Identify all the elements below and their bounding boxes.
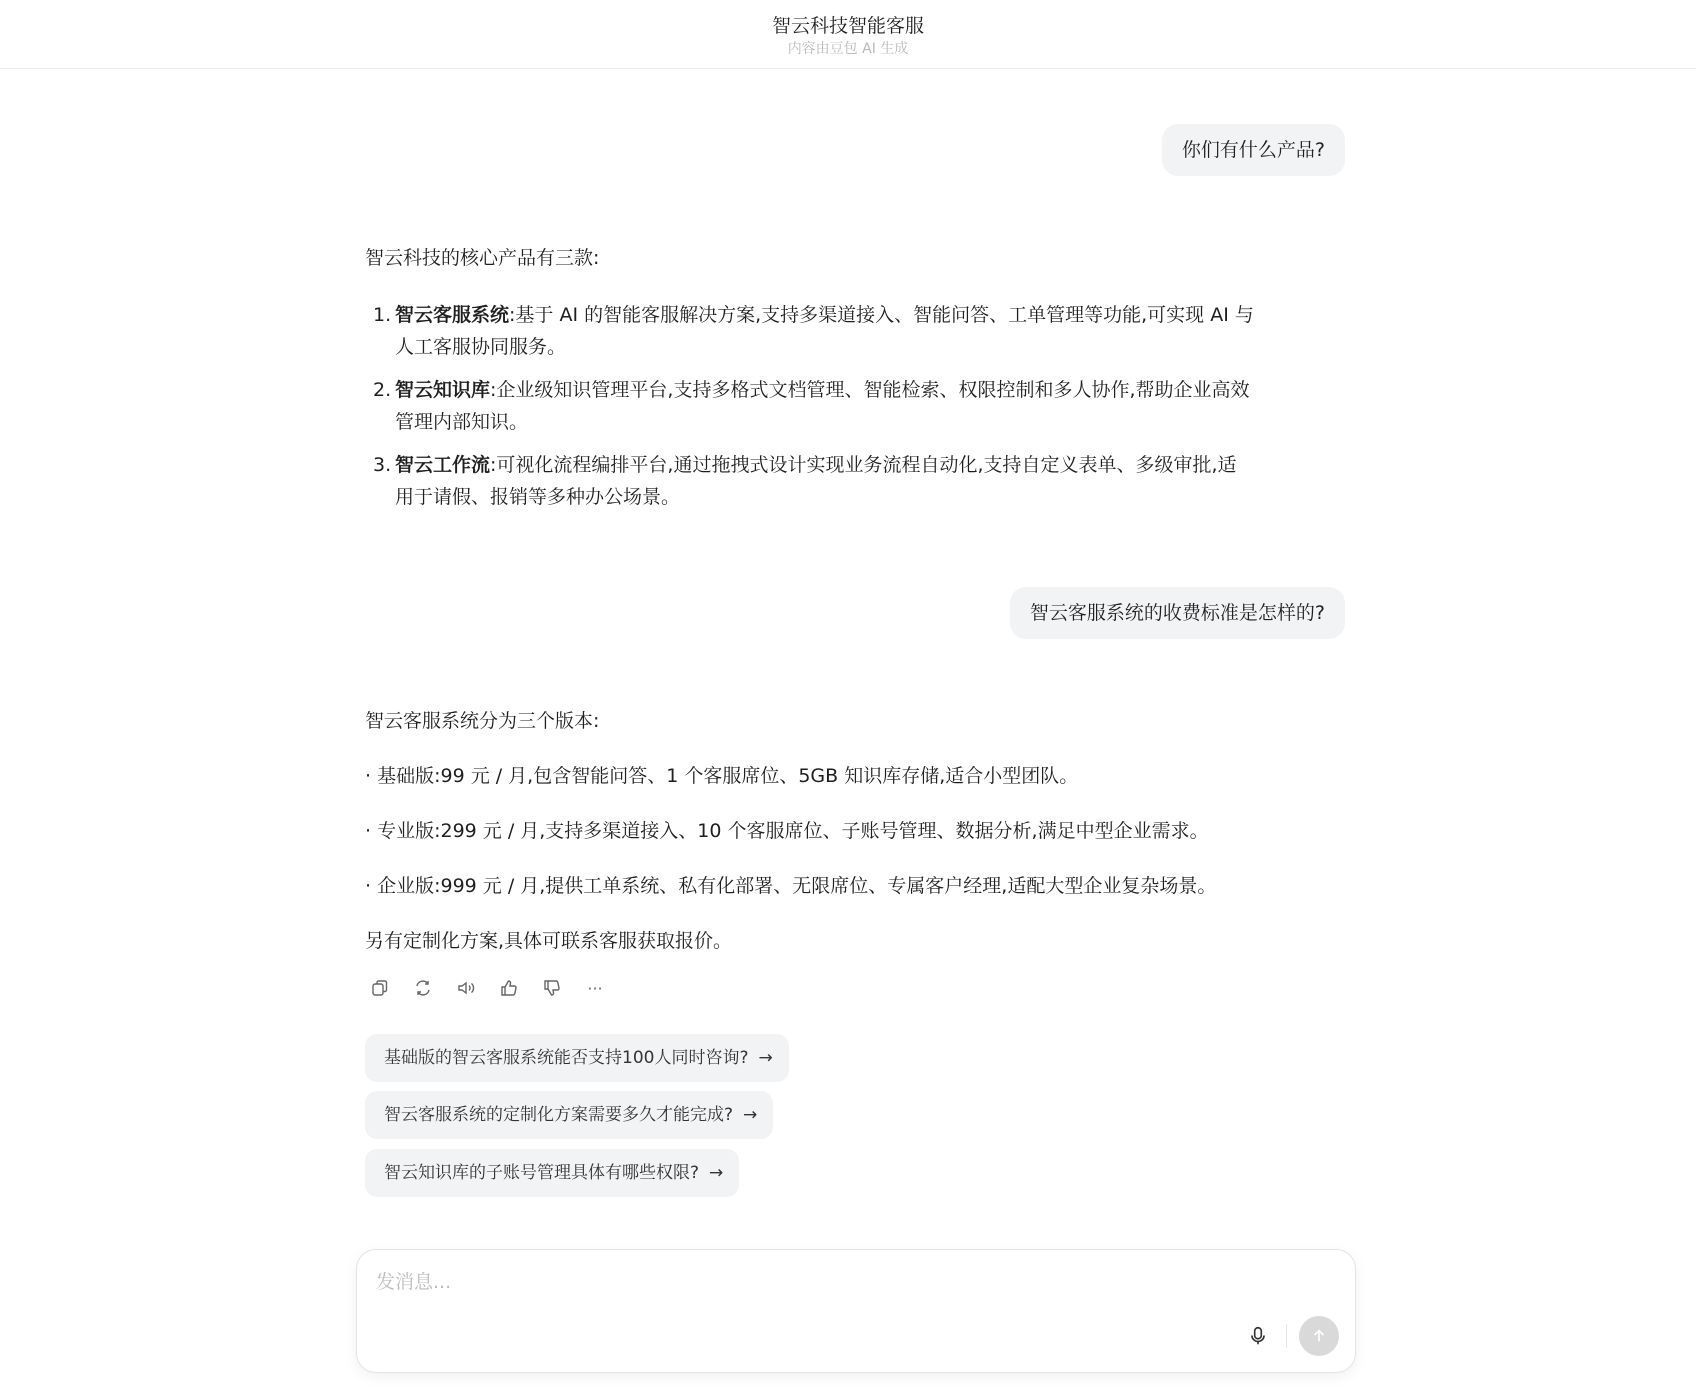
user-message: 智云客服系统的收费标准是怎样的? <box>1010 587 1345 639</box>
message-input[interactable] <box>374 1266 1278 1298</box>
product-list <box>365 299 1340 524</box>
copy-icon[interactable] <box>367 975 393 1001</box>
pricing-bullet: · 专业版:299 元 / 月,支持多渠道接入、10 个客服席位、子账号管理、数据分析,满足中型企业需求。 <box>365 820 1209 842</box>
pricing-bullet: · 企业版:999 元 / 月,提供工单系统、私有化部署、无限席位、专属客户经理,适配大型企业复杂场景。 <box>365 875 1217 897</box>
pricing-bullet: · 基础版:99 元 / 月,包含智能问答、1 个客服席位、5GB 知识库存储,适合小型团队。 <box>365 765 1079 787</box>
user-message: 你们有什么产品? <box>1162 124 1345 176</box>
microphone-icon[interactable] <box>1243 1321 1273 1351</box>
suggestion-chip[interactable] <box>365 1149 739 1197</box>
product-name: 智云客服系统 <box>395 304 510 326</box>
chat-header <box>0 0 1696 69</box>
thumbs-down-icon[interactable] <box>539 975 565 1001</box>
suggestion-text: 智云知识库的子账号管理具体有哪些权限? <box>384 1163 700 1183</box>
ai-disclaimer: 内容由豆包 AI 生成 <box>787 41 909 57</box>
suggestion-text: 智云客服系统的定制化方案需要多久才能完成? <box>384 1105 734 1125</box>
list-item: 1. 智云客服系统:基于 AI 的智能客服解决方案,支持多渠道接入、智能问答、工单管理等功能,可实现 AI 与 人工客服协同服务。 <box>373 304 1254 358</box>
arrow-right-icon: → <box>743 1105 758 1125</box>
arrow-right-icon: → <box>758 1048 773 1068</box>
more-icon[interactable]: ··· <box>587 978 603 998</box>
thumbs-up-icon[interactable] <box>496 975 522 1001</box>
list-item: 3. 智云工作流:可视化流程编排平台,通过拖拽式设计实现业务流程自动化,支持自定义表单、多级审批,适 用于请假、报销等多种办公场景。 <box>373 454 1237 508</box>
message-composer <box>356 1249 1356 1373</box>
suggestion-chip[interactable] <box>365 1034 789 1082</box>
arrow-up-icon <box>1310 1327 1328 1345</box>
answer-intro: 智云科技的核心产品有三款: <box>365 247 600 269</box>
answer-intro: 智云客服系统分为三个版本: <box>365 710 600 732</box>
page-title: 智云科技智能客服 <box>771 15 924 37</box>
regenerate-icon[interactable] <box>410 975 436 1001</box>
send-button[interactable] <box>1299 1316 1339 1356</box>
list-item: 2. 智云知识库:企业级知识管理平台,支持多格式文档管理、智能检索、权限控制和多人协作,帮助企业高效 管理内部知识。 <box>373 379 1250 433</box>
arrow-right-icon: → <box>709 1163 724 1183</box>
product-name: 智云工作流 <box>395 454 491 476</box>
speaker-icon[interactable] <box>453 975 479 1001</box>
product-name: 智云知识库 <box>395 379 491 401</box>
answer-outro: 另有定制化方案,具体可联系客服获取报价。 <box>365 930 733 952</box>
suggestion-text: 基础版的智云客服系统能否支持100人同时咨询? <box>384 1048 749 1068</box>
composer-divider <box>1286 1324 1287 1348</box>
suggestion-chip[interactable] <box>365 1091 773 1139</box>
